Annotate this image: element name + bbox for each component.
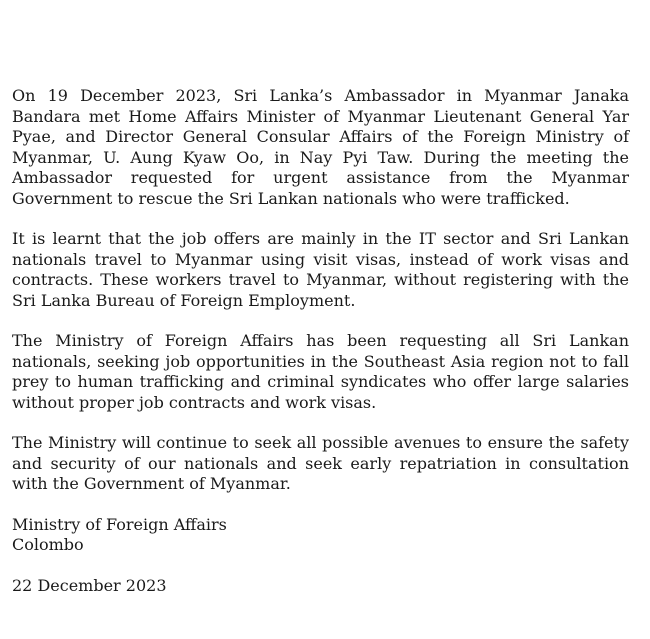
signature-block — [12, 515, 629, 556]
press-release-document — [12, 86, 629, 596]
paragraph-meeting: On 19 December 2023, Sri Lanka’s Ambassador in Myanmar Janaka Bandara met Home Affairs Minister of Myanmar Lieutenant General Yar Pyae, and Director General Consular Affairs of the Foreign Ministry of Myanmar, U. Aung Kyaw Oo, in Nay Pyi Taw. During the meeting the Ambassador requested for urgent assistance from the Myanmar Government to rescue the Sri Lankan nationals who were trafficked. — [12, 86, 629, 208]
signature-organization: Ministry of Foreign Affairs — [12, 514, 227, 534]
signature-city: Colombo — [12, 535, 84, 554]
release-date: 22 December 2023 — [12, 575, 167, 595]
paragraph-ministry-request: The Ministry of Foreign Affairs has been requesting all Sri Lankan nationals, seeking job opportunities in the Southeast Asia region not to fall prey to human trafficking and criminal syndicates who offer large salaries without proper job contracts and work visas. — [12, 331, 629, 412]
paragraph-job-offers: It is learnt that the job offers are mainly in the IT sector and Sri Lankan nationals travel to Myanmar using visit visas, instead of work visas and contracts. These workers travel to Myanmar, without registering with the Sri Lanka Bureau of Foreign Employment. — [12, 229, 629, 310]
paragraph-ministry-commitment: The Ministry will continue to seek all possible avenues to ensure the safety and security of our nationals and seek early repatriation in consultation with the Government of Myanmar. — [12, 433, 629, 493]
